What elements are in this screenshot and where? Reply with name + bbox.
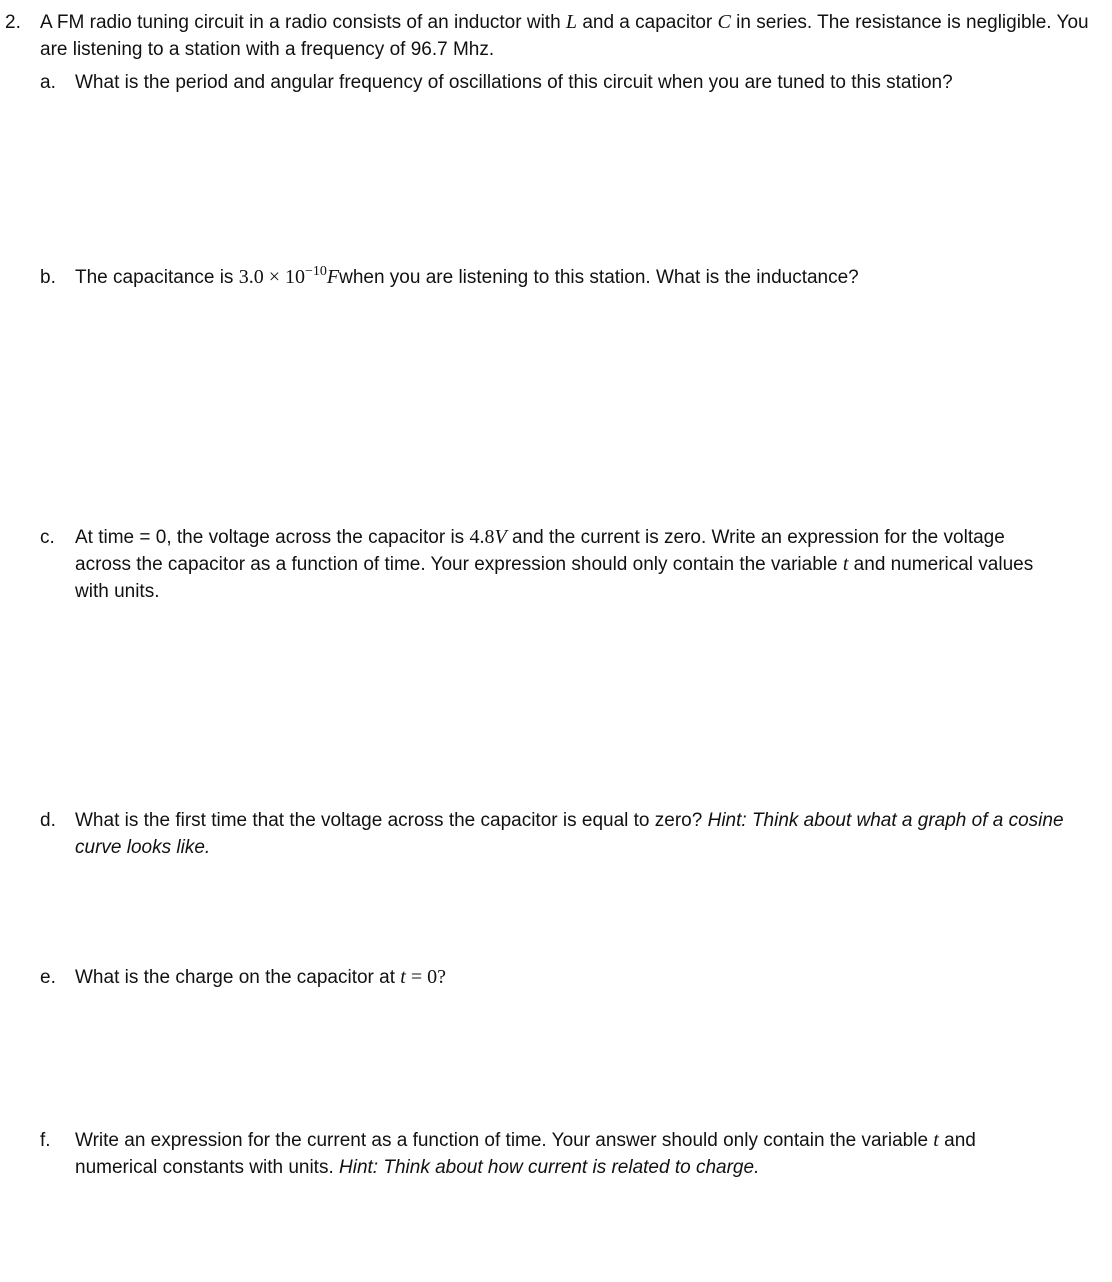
part-b-letter: b. — [40, 267, 56, 288]
time-equals-zero: = 0? — [405, 966, 447, 988]
part-d-letter: d. — [40, 810, 56, 831]
capacitance-unit: F — [326, 266, 340, 288]
part-d-text: What is the first time that the voltage across the capacitor is equal to zero? — [75, 810, 708, 831]
capacitor-variable: C — [717, 11, 731, 33]
part-f-letter: f. — [40, 1130, 51, 1151]
part-b-text-2: when you are listening to this station. What is the inductance? — [339, 267, 859, 288]
part-c-text-1: At time = 0, the voltage across the capacitor is — [75, 527, 470, 548]
part-e-letter: e. — [40, 967, 56, 988]
inductor-variable: L — [565, 11, 578, 33]
part-e-question — [75, 964, 1075, 991]
part-f-hint: Hint: Think about how current is related to charge. — [339, 1157, 760, 1178]
stem-text-1: A FM radio tuning circuit in a radio consists of an inductor with — [40, 12, 566, 33]
part-c-question — [75, 524, 1065, 605]
capacitance-exponent: −10 — [304, 263, 327, 279]
voltage-unit: V — [494, 526, 507, 548]
part-c-text-2: and the current is zero. Write an expression for the voltage across the capacitor as a function of time. Your expression should only contain the variable — [75, 527, 1005, 575]
voltage-value: 4.8 — [469, 526, 495, 548]
part-f-question — [75, 1127, 1050, 1181]
problem-number: 2. — [5, 12, 21, 33]
time-variable: t — [933, 1129, 939, 1151]
part-c-text-3: and numerical values with units. — [75, 554, 1034, 602]
part-f-text-2: and numerical constants with units. — [75, 1130, 976, 1178]
part-b-question — [75, 264, 1075, 291]
capacitance-mantissa: 3.0 × 10 — [238, 266, 305, 288]
part-a-letter: a. — [40, 72, 56, 93]
stem-text-2: and a capacitor — [577, 12, 718, 33]
part-d-hint: Hint: Think about what a graph of a cosine curve looks like. — [75, 810, 1064, 858]
part-d-question — [75, 807, 1070, 861]
stem-text-3: in series. The resistance is negligible. You are listening to a station with a frequency of 96.7 Mhz. — [40, 12, 1089, 60]
problem-stem — [40, 9, 1090, 63]
part-c-letter: c. — [40, 527, 55, 548]
time-variable: t — [842, 553, 849, 575]
part-e-text: What is the charge on the capacitor at — [75, 967, 401, 988]
part-b-text-1: The capacitance is — [75, 267, 239, 288]
part-a-question: What is the period and angular frequency of oscillations of this circuit when you are tuned to this station? — [75, 72, 953, 93]
time-variable: t — [400, 966, 406, 988]
part-f-text-1: Write an expression for the current as a function of time. Your answer should only contain the variable — [75, 1130, 934, 1151]
